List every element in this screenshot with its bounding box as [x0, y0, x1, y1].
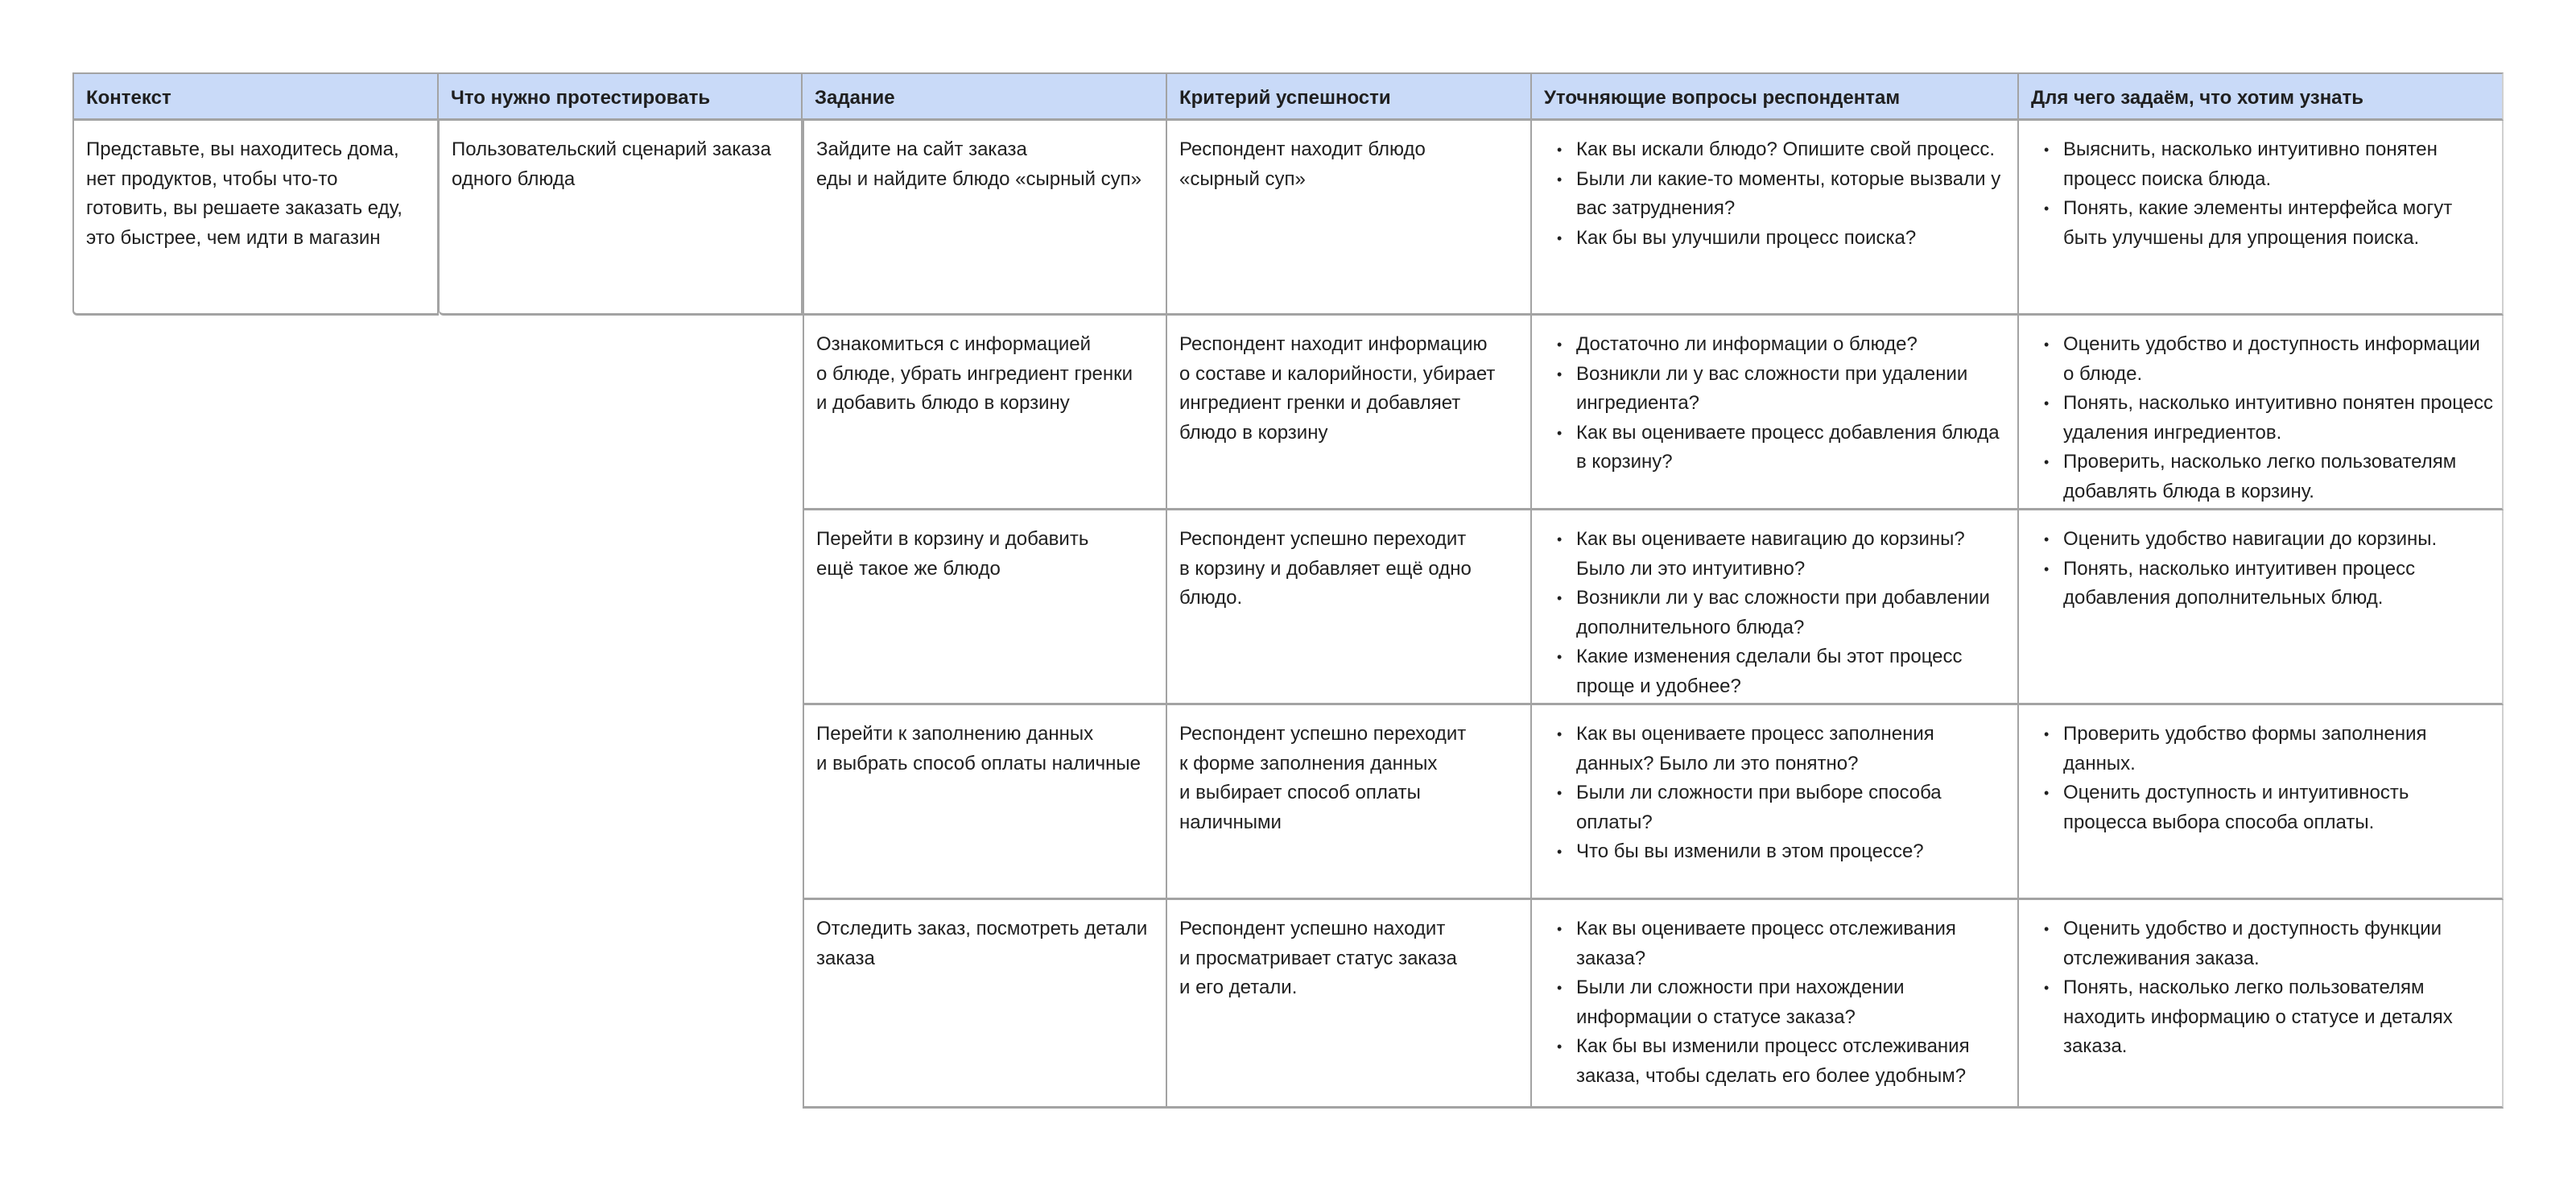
question-item: [1544, 419, 2009, 477]
task-cell: Перейти к заполнению данных и выбрать способ оплаты наличные: [803, 705, 1167, 900]
question-text: Возникли ли у вас сложности при удалении ингредиента?: [1576, 362, 1968, 414]
question-item: [1544, 778, 2009, 837]
task-cell: Ознакомиться с информацией о блюде, убрать ингредиент гренки и добавить блюдо в корзину: [803, 316, 1167, 510]
bullet-icon: •: [2044, 560, 2050, 577]
question-item: [1544, 915, 2009, 973]
bullet-icon: •: [2044, 531, 2050, 547]
question-text: Были ли сложности при выборе способа оплаты?: [1576, 782, 1942, 833]
goal-item: [2031, 389, 2494, 448]
questions-cell: [1532, 900, 2019, 1109]
goal-text: Понять, насколько легко пользователям находить информацию о статусе и деталях заказа.: [2063, 977, 2453, 1057]
bullet-icon: •: [2044, 454, 2050, 470]
context-cell: Представьте, вы находитесь дома, нет продуктов, чтобы что-то готовить, вы решаете заказать еду, это быстрее, чем идти в магазин: [72, 121, 439, 316]
goals-list: [2031, 915, 2494, 1062]
question-item: [1544, 525, 2009, 584]
criterion-cell: Респондент успешно переходит к форме заполнения данных и выбирает способ оплаты наличными: [1167, 705, 1532, 900]
goal-item: [2031, 330, 2494, 389]
goal-text: Понять, насколько интуитивен процесс добавления дополнительных блюд.: [2063, 557, 2416, 609]
question-text: Как вы оцениваете процесс добавления блюда в корзину?: [1576, 421, 2000, 473]
bullet-icon: •: [1557, 171, 1563, 188]
goal-text: Проверить, насколько легко пользователям добавлять блюда в корзину.: [2063, 451, 2457, 502]
goals-cell: [2019, 900, 2504, 1109]
bullet-icon: •: [2044, 980, 2050, 996]
goal-text: Понять, насколько интуитивно понятен процесс удаления ингредиентов.: [2063, 392, 2494, 444]
goal-item: [2031, 973, 2494, 1062]
questions-list: [1544, 525, 2009, 701]
criterion-cell: Респондент успешно переходит в корзину и добавляет ещё одно блюдо.: [1167, 510, 1532, 705]
what-to-test-cell: Пользовательский сценарий заказа одного блюда: [439, 121, 803, 316]
bullet-icon: •: [2044, 921, 2050, 937]
bullet-icon: •: [2044, 726, 2050, 742]
questions-list: [1544, 330, 2009, 477]
question-item: [1544, 135, 2009, 165]
question-text: Какие изменения сделали бы этот процесс проще и удобнее?: [1576, 646, 1963, 697]
header-task: Задание: [803, 72, 1167, 121]
goal-item: [2031, 720, 2494, 778]
goal-text: Выяснить, насколько интуитивно понятен процесс поиска блюда.: [2063, 138, 2438, 190]
criterion-cell: Респондент находит информацию о составе и калорийности, убирает ингредиент гренки и добавляет блюдо в корзину: [1167, 316, 1532, 510]
question-text: Как вы искали блюдо? Опишите свой процесс.: [1576, 138, 1996, 160]
task-cell: Зайдите на сайт заказа еды и найдите блюдо «сырный суп»: [803, 121, 1167, 316]
goal-text: Оценить удобство навигации до корзины.: [2063, 528, 2438, 550]
questions-list: [1544, 135, 2009, 253]
header-questions: Уточняющие вопросы респондентам: [1532, 72, 2019, 121]
questions-cell: [1532, 510, 2019, 705]
bullet-icon: •: [1557, 785, 1563, 801]
bullet-icon: •: [2044, 785, 2050, 801]
goals-cell: [2019, 121, 2504, 316]
question-text: Были ли какие-то моменты, которые вызвали у вас затруднения?: [1576, 167, 2001, 219]
bullet-icon: •: [1557, 531, 1563, 547]
goal-item: [2031, 915, 2494, 973]
goal-text: Проверить удобство формы заполнения данных.: [2063, 723, 2427, 774]
question-item: [1544, 720, 2009, 778]
bullet-icon: •: [1557, 229, 1563, 246]
goal-item: [2031, 525, 2494, 555]
header-context: Контекст: [72, 72, 439, 121]
goals-cell: [2019, 705, 2504, 900]
goal-item: [2031, 194, 2494, 253]
goals-list: [2031, 330, 2494, 506]
goal-item: [2031, 555, 2494, 613]
goal-text: Оценить удобство и доступность функции отслеживания заказа.: [2063, 918, 2442, 969]
question-text: Достаточно ли информации о блюде?: [1576, 333, 1918, 355]
question-item: [1544, 837, 2009, 867]
bullet-icon: •: [1557, 337, 1563, 353]
header-success-criterion: Критерий успешности: [1167, 72, 1532, 121]
question-text: Как вы оцениваете процесс отслеживания заказа?: [1576, 918, 1956, 969]
bullet-icon: •: [2044, 337, 2050, 353]
task-cell: Перейти в корзину и добавить ещё такое же блюдо: [803, 510, 1167, 705]
header-what-to-test: Что нужно протестировать: [439, 72, 803, 121]
bullet-icon: •: [2044, 200, 2050, 217]
question-text: Как вы оцениваете навигацию до корзины? Было ли это интуитивно?: [1576, 528, 1965, 580]
goal-item: [2031, 778, 2494, 837]
goals-list: [2031, 135, 2494, 253]
question-text: Были ли сложности при нахождении информации о статусе заказа?: [1576, 977, 1905, 1028]
question-item: [1544, 973, 2009, 1032]
question-text: Как вы оцениваете процесс заполнения данных? Было ли это понятно?: [1576, 723, 1934, 774]
questions-cell: [1532, 316, 2019, 510]
question-item: [1544, 224, 2009, 254]
goal-text: Оценить доступность и интуитивность процесса выбора способа оплаты.: [2063, 782, 2409, 833]
criterion-cell: Респондент успешно находит и просматривает статус заказа и его детали.: [1167, 900, 1532, 1109]
bullet-icon: •: [2044, 142, 2050, 158]
goal-item: [2031, 135, 2494, 194]
goal-text: Понять, какие элементы интерфейса могут быть улучшены для упрощения поиска.: [2063, 197, 2453, 249]
bullet-icon: •: [1557, 921, 1563, 937]
questions-cell: [1532, 705, 2019, 900]
question-text: Как бы вы изменили процесс отслеживания заказа, чтобы сделать его более удобным?: [1576, 1035, 1970, 1087]
goal-text: Оценить удобство и доступность информации о блюде.: [2063, 333, 2480, 385]
bullet-icon: •: [1557, 844, 1563, 860]
bullet-icon: •: [1557, 649, 1563, 665]
question-text: Как бы вы улучшили процесс поиска?: [1576, 226, 1917, 249]
question-item: [1544, 360, 2009, 419]
bullet-icon: •: [1557, 365, 1563, 382]
question-item: [1544, 1032, 2009, 1091]
question-text: Возникли ли у вас сложности при добавлении дополнительного блюда?: [1576, 587, 1990, 638]
question-item: [1544, 165, 2009, 224]
goals-cell: [2019, 510, 2504, 705]
bullet-icon: •: [1557, 1039, 1563, 1055]
goal-item: [2031, 448, 2494, 506]
bullet-icon: •: [1557, 424, 1563, 441]
bullet-icon: •: [1557, 590, 1563, 606]
question-item: [1544, 330, 2009, 360]
bullet-icon: •: [2044, 395, 2050, 411]
goals-list: [2031, 720, 2494, 837]
goals-cell: [2019, 316, 2504, 510]
task-cell: Отследить заказ, посмотреть детали заказа: [803, 900, 1167, 1109]
header-goals: Для чего задаём, что хотим узнать: [2019, 72, 2504, 121]
bullet-icon: •: [1557, 980, 1563, 996]
question-item: [1544, 584, 2009, 642]
questions-list: [1544, 915, 2009, 1091]
goals-list: [2031, 525, 2494, 613]
question-item: [1544, 642, 2009, 701]
bullet-icon: •: [1557, 726, 1563, 742]
questions-list: [1544, 720, 2009, 867]
questions-cell: [1532, 121, 2019, 316]
bullet-icon: •: [1557, 142, 1563, 158]
criterion-cell: Респондент находит блюдо «сырный суп»: [1167, 121, 1532, 316]
question-text: Что бы вы изменили в этом процессе?: [1576, 840, 1924, 862]
